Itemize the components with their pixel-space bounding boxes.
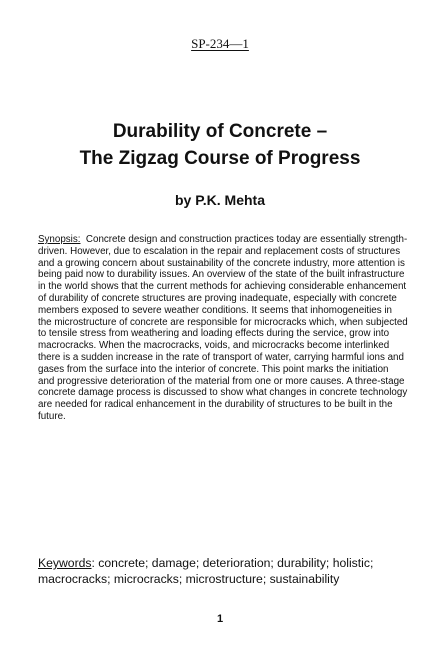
synopsis-line-3: and a growing concern about sustainability of the concrete industry, more attention is [38,257,405,269]
synopsis-line-7: members exposed to severe weather conditions. It seems that inhomogeneities in [38,304,392,316]
keywords-line-1 [38,555,408,571]
title-line-2: The Zigzag Course of Progress [79,148,361,169]
synopsis-paragraph [38,234,408,423]
paper-title [20,118,420,172]
keywords-paragraph [38,555,408,587]
title-line-1: Durability of Concrete – [112,121,328,142]
synopsis-line-11: there is a sudden increase in the rate of transport of water, carrying harmful ions and [38,351,404,363]
paper-code-text: SP-234—1 [191,36,249,51]
synopsis-line-12: gases from the surface into the interior of concrete. This point marks the initiation [38,363,389,375]
keywords-label: Keywords [38,556,92,570]
synopsis-line-5: in the world shows that the current methods for achieving considerable enhancement [38,281,407,293]
paper-code [0,36,440,52]
synopsis-line-16: future. [38,410,66,422]
page-number: 1 [216,613,224,625]
keywords-line-1-text: : concrete; damage; deterioration; durability; holistic; [91,556,374,570]
synopsis-line-1-text: Concrete design and construction practices today are essentially strength- [80,234,408,245]
synopsis-line-10: macrocracks. When the macrocracks, voids, and microcracks become interlinked [38,340,390,352]
synopsis-label: Synopsis: [38,234,81,245]
author-line: by P.K. Mehta [175,192,265,208]
synopsis-line-1 [38,234,408,246]
synopsis-line-2: driven. However, due to escalation in the repair and replacement costs of structures [38,245,401,257]
synopsis-line-13: and progressive deterioration of the material from one or more causes. A three-stage [38,375,405,387]
synopsis-line-4: being paid now to durability issues. An overview of the state of the built infrastructure [38,269,405,281]
synopsis-line-15: are needed for radical enhancement in the durability of structures to be built in the [38,399,393,411]
synopsis-line-9: to tensile stress from weathering and loading effects during the service, grow into [38,328,390,340]
keywords-line-2: macrocracks; microcracks; microstructure; sustainability [38,572,340,586]
synopsis-line-6: of durability of concrete structures are proving inadequate, especially with concrete [38,292,397,304]
synopsis-line-14: concrete damage process is discussed to show what changes in concrete technology [38,387,408,399]
synopsis-line-8: the microstructure of concrete are responsible for microcracks which, when subjected [38,316,408,328]
